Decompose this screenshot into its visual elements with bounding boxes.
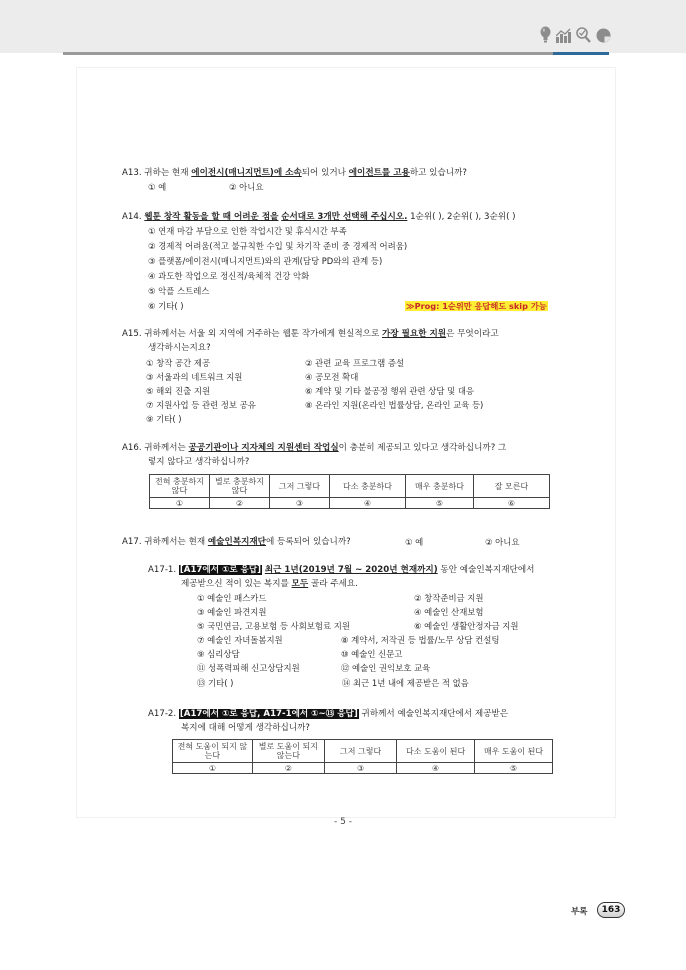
question-text: 골라 주세요. <box>308 579 358 589</box>
question-text: 귀하는 현재 <box>144 168 192 178</box>
emphasis-text: 가장 필요한 지원 <box>381 329 447 339</box>
option-a17-1-6[interactable]: ⑥ 예술인 생활안정자금 지원 <box>414 621 519 631</box>
question-text: 이 충분히 제공되고 있다고 생각하십니까? 그 <box>338 443 507 453</box>
option-a15-9[interactable]: ⑨ 기타( ) <box>146 414 182 424</box>
option-a17-1-14[interactable]: ⑭ 최근 1년 내에 제공받은 적 없음 <box>342 678 469 688</box>
rank-blanks: 1순위( ), 2순위( ), 3순위( ) <box>407 212 516 222</box>
scale-label: 매우 충분하다 <box>406 475 474 498</box>
header-divider-accent <box>553 52 609 55</box>
option-a17-1-8[interactable]: ⑧ 계약서, 저작권 등 법률/노무 상담 컨설팅 <box>341 635 500 645</box>
option-a14-5[interactable]: ⑤ 악플 스트레스 <box>148 286 210 296</box>
option-a17-1-7[interactable]: ⑦ 예술인 자녀돌봄지원 <box>197 635 283 645</box>
a16-scale-table <box>149 474 550 509</box>
question-text: 하고 있습니까? <box>409 168 467 178</box>
option-a13-2[interactable]: ② 아니요 <box>229 182 264 192</box>
option-a17-1-4[interactable]: ④ 예술인 산재보험 <box>414 607 484 617</box>
scale-label: 매우 도움이 된다 <box>475 740 553 763</box>
emphasis-text: 에이전시(매니지먼트)에 소속 <box>191 168 302 178</box>
question-text: 귀하께서는 서울 외 지역에 거주하는 웹툰 작가에게 현실적으로 <box>144 329 382 339</box>
footer-section-label: 부록 <box>571 907 588 917</box>
option-a13-1[interactable]: ① 예 <box>148 182 167 192</box>
inner-page-number: - 5 - <box>334 817 352 827</box>
magnifier-check-icon <box>576 27 591 43</box>
option-a17-1-11[interactable]: ⑪ 성폭력피해 신고상담지원 <box>197 663 300 673</box>
header-divider <box>63 52 553 55</box>
growth-chart-icon <box>556 28 571 43</box>
option-a15-6[interactable]: ⑥ 계약 및 기타 불공정 행위 관련 상담 및 대응 <box>305 386 475 396</box>
lightbulb-icon <box>540 26 551 43</box>
scale-label: 잘 모른다 <box>474 475 550 498</box>
scale-label: 전혀 도움이 되지 않는다 <box>173 740 253 763</box>
header-icon-group <box>540 26 611 43</box>
question-text: 제공받으신 적이 있는 복지를 <box>181 579 292 589</box>
emphasis-text: 에이전트를 고용 <box>348 168 410 178</box>
scale-label: 별로 도움이 되지 않는다 <box>252 740 324 763</box>
scale-label: 전혀 충분하지 않다 <box>150 475 210 498</box>
condition-tag: [A17에서 ①로 응답] <box>179 565 262 575</box>
scale-option-2[interactable]: ② <box>210 498 270 509</box>
option-a15-2[interactable]: ② 관련 교육 프로그램 증설 <box>305 358 405 368</box>
a17-2-scale-table <box>172 739 553 774</box>
option-a14-1[interactable]: ① 연재 마감 부담으로 인한 작업시간 및 휴식시간 부족 <box>148 226 347 236</box>
option-a15-3[interactable]: ③ 서울과의 네트워크 지원 <box>146 372 243 382</box>
option-a14-3[interactable]: ③ 플랫폼/에이전시(매니지먼트)와의 관계(담당 PD와의 관계 등) <box>148 256 383 266</box>
prog-note <box>405 300 548 314</box>
option-a15-5[interactable]: ⑤ 해외 진출 지원 <box>146 386 211 396</box>
scale-label: 그저 그렇다 <box>324 740 396 763</box>
pie-chart-icon <box>596 28 611 43</box>
question-text: 은 무엇이라고 <box>446 329 499 339</box>
option-a17-1-5[interactable]: ⑤ 국민연금, 고용보험 등 사회보험료 지원 <box>197 621 350 631</box>
scale-option-4[interactable]: ④ <box>330 498 406 509</box>
question-number: A17. <box>122 537 142 547</box>
scale-label: 그저 그렇다 <box>270 475 330 498</box>
question-a14 <box>122 211 516 225</box>
question-number: A15. <box>122 329 142 339</box>
question-a16-line2: 렇지 않다고 생각하십니까? <box>148 457 250 467</box>
question-number: A17-1. <box>148 565 177 575</box>
emphasis-text: 웹툰 창작 활동을 할 때 어려운 점을 <box>144 212 279 222</box>
emphasis-text: 순서대로 3개만 선택해 주십시오. <box>281 212 408 222</box>
scale-label: 별로 충분하지 않다 <box>210 475 270 498</box>
option-a15-1[interactable]: ① 창작 공간 제공 <box>146 358 211 368</box>
question-text: 귀하께서는 <box>144 443 189 453</box>
scale-option-3[interactable]: ③ <box>324 763 396 774</box>
scale-option-5[interactable]: ⑤ <box>406 498 474 509</box>
question-text: 되어 있거나 <box>301 168 349 178</box>
question-number: A17-2. <box>148 709 177 719</box>
question-a16 <box>122 442 506 456</box>
emphasis-text: 최근 1년(2019년 7월 ~ 2020년 현재까지) <box>264 565 438 575</box>
scale-option-6[interactable]: ⑥ <box>474 498 550 509</box>
footer-page-badge: 163 <box>597 902 625 918</box>
question-a17-1 <box>148 564 534 578</box>
question-a15 <box>122 328 499 342</box>
option-a14-2[interactable]: ② 경제적 어려움(적고 불규칙한 수입 및 차기작 준비 중 경제적 어려움) <box>148 241 408 251</box>
scale-option-2[interactable]: ② <box>252 763 324 774</box>
highlight-note: ≫Prog: 1순위만 응답해도 skip 가능 <box>406 301 547 311</box>
scale-label: 다소 도움이 된다 <box>397 740 475 763</box>
option-a14-6[interactable]: ⑥ 기타( ) <box>148 301 184 311</box>
scale-option-1[interactable]: ① <box>150 498 210 509</box>
option-a15-4[interactable]: ④ 공모전 확대 <box>305 372 359 382</box>
scale-option-5[interactable]: ⑤ <box>475 763 553 774</box>
option-a17-1[interactable]: ① 예 <box>405 537 424 547</box>
question-number: A13. <box>122 168 142 178</box>
condition-tag: [A17에서 ①로 응답, A17-1에서 ①~⑬ 응답] <box>179 709 358 719</box>
question-a17-1-line2 <box>181 578 358 592</box>
option-a15-8[interactable]: ⑧ 온라인 지원(온라인 법률상담, 온라인 교육 등) <box>305 400 484 410</box>
emphasis-text: 예술인복지재단 <box>207 537 266 547</box>
scale-option-1[interactable]: ① <box>173 763 253 774</box>
option-a17-1-10[interactable]: ⑩ 예술인 신문고 <box>341 649 403 659</box>
option-a17-1-1[interactable]: ① 예술인 패스카드 <box>197 593 267 603</box>
question-number: A14. <box>122 212 142 222</box>
option-a17-1-12[interactable]: ⑫ 예술인 권익보호 교육 <box>341 663 431 673</box>
question-text: 에 등록되어 있습니까? <box>265 537 351 547</box>
question-a17 <box>122 536 351 550</box>
scale-option-4[interactable]: ④ <box>397 763 475 774</box>
scale-option-3[interactable]: ③ <box>270 498 330 509</box>
question-a17-2-line2: 복지에 대해 어떻게 생각하십니까? <box>181 723 310 733</box>
emphasis-text: 모두 <box>291 579 309 589</box>
question-a13 <box>122 167 467 181</box>
option-a17-1-9[interactable]: ⑨ 심리상담 <box>197 649 240 659</box>
scale-label: 다소 충분하다 <box>330 475 406 498</box>
option-a17-1-2[interactable]: ② 창작준비금 지원 <box>414 593 484 603</box>
question-number: A16. <box>122 443 142 453</box>
question-a15-line2: 생각하시는지요? <box>148 343 211 353</box>
question-text: 귀하께서 예술인복지재단에서 제공받은 <box>358 709 509 719</box>
question-text: 동안 예술인복지재단에서 <box>437 565 535 575</box>
emphasis-text: 공공기관이나 지자체의 지원센터 작업실 <box>188 443 339 453</box>
option-a17-2[interactable]: ② 아니요 <box>485 537 520 547</box>
question-text: 귀하께서는 현재 <box>144 537 208 547</box>
option-a15-7[interactable]: ⑦ 지원사업 등 관련 정보 공유 <box>146 400 256 410</box>
option-a17-1-3[interactable]: ③ 예술인 파견지원 <box>197 607 267 617</box>
option-a14-4[interactable]: ④ 과도한 작업으로 정신적/육체적 건강 악화 <box>148 271 310 281</box>
question-a17-2 <box>148 708 508 722</box>
option-a17-1-13[interactable]: ⑬ 기타( ) <box>197 678 234 688</box>
